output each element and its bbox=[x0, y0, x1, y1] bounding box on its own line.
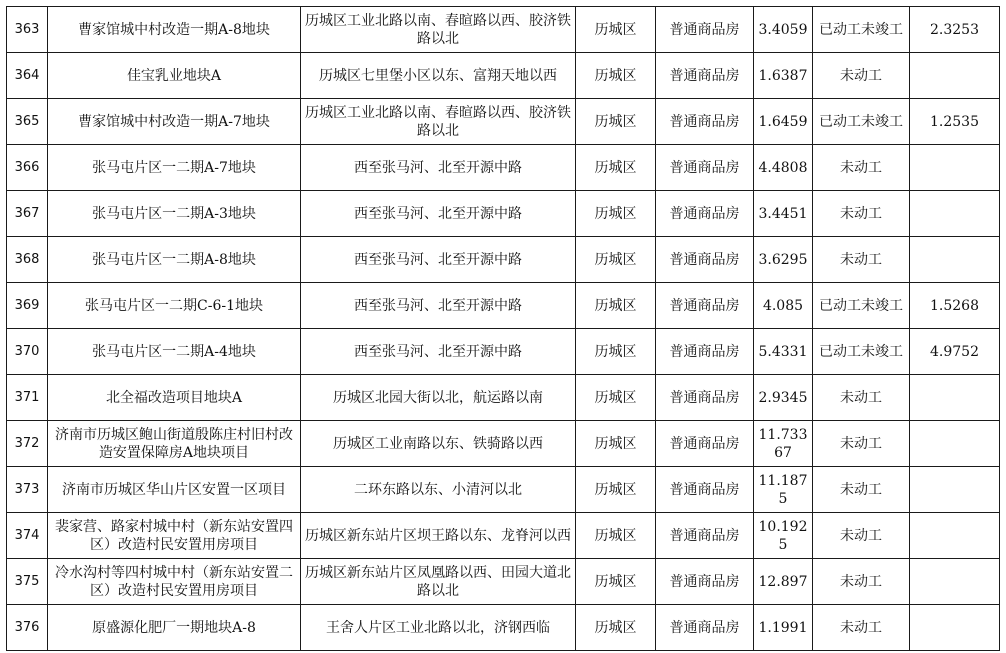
completed-value: 4.9752 bbox=[910, 329, 1000, 375]
construction-status: 未动工 bbox=[813, 237, 910, 283]
table-row bbox=[7, 375, 1000, 421]
table-row bbox=[7, 237, 1000, 283]
construction-status: 未动工 bbox=[813, 421, 910, 467]
table-row bbox=[7, 559, 1000, 605]
parcel-location: 历城区七里堡小区以东、富翔天地以西 bbox=[301, 53, 576, 99]
construction-status: 未动工 bbox=[813, 559, 910, 605]
parcel-name: 张马屯片区一二期C-6-1地块 bbox=[48, 283, 301, 329]
district: 历城区 bbox=[576, 329, 656, 375]
area-value: 1.6387 bbox=[754, 53, 813, 99]
parcel-location: 西至张马河、北至开源中路 bbox=[301, 283, 576, 329]
completed-value bbox=[910, 53, 1000, 99]
parcel-name: 张马屯片区一二期A-8地块 bbox=[48, 237, 301, 283]
land-use: 普通商品房 bbox=[656, 467, 754, 513]
parcel-location: 王舍人片区工业北路以北，济钢西临 bbox=[301, 605, 576, 651]
completed-value bbox=[910, 559, 1000, 605]
completed-value bbox=[910, 237, 1000, 283]
land-use: 普通商品房 bbox=[656, 145, 754, 191]
row-number: 373 bbox=[7, 467, 48, 513]
area-value: 3.4059 bbox=[754, 7, 813, 53]
district: 历城区 bbox=[576, 237, 656, 283]
land-use: 普通商品房 bbox=[656, 237, 754, 283]
land-use: 普通商品房 bbox=[656, 421, 754, 467]
parcel-name: 佳宝乳业地块A bbox=[48, 53, 301, 99]
parcel-name: 原盛源化肥厂一期地块A-8 bbox=[48, 605, 301, 651]
completed-value bbox=[910, 145, 1000, 191]
parcel-location: 历城区新东站片区坝王路以东、龙脊河以西 bbox=[301, 513, 576, 559]
parcel-location: 西至张马河、北至开源中路 bbox=[301, 191, 576, 237]
table-row bbox=[7, 605, 1000, 651]
district: 历城区 bbox=[576, 7, 656, 53]
area-value: 5.4331 bbox=[754, 329, 813, 375]
row-number: 367 bbox=[7, 191, 48, 237]
completed-value bbox=[910, 421, 1000, 467]
district: 历城区 bbox=[576, 513, 656, 559]
table-row bbox=[7, 191, 1000, 237]
row-number: 364 bbox=[7, 53, 48, 99]
parcel-name: 冷水沟村等四村城中村（新东站安置二区）改造村民安置用房项目 bbox=[48, 559, 301, 605]
parcel-location: 西至张马河、北至开源中路 bbox=[301, 237, 576, 283]
construction-status: 已动工未竣工 bbox=[813, 329, 910, 375]
completed-value bbox=[910, 375, 1000, 421]
table-row bbox=[7, 329, 1000, 375]
completed-value bbox=[910, 467, 1000, 513]
parcel-name: 裴家营、路家村城中村（新东站安置四区）改造村民安置用房项目 bbox=[48, 513, 301, 559]
land-use: 普通商品房 bbox=[656, 53, 754, 99]
row-number: 374 bbox=[7, 513, 48, 559]
row-number: 363 bbox=[7, 7, 48, 53]
land-use: 普通商品房 bbox=[656, 283, 754, 329]
land-use: 普通商品房 bbox=[656, 605, 754, 651]
area-value: 2.9345 bbox=[754, 375, 813, 421]
construction-status: 未动工 bbox=[813, 513, 910, 559]
table-row bbox=[7, 283, 1000, 329]
table-row bbox=[7, 7, 1000, 53]
parcel-name: 济南市历城区鲍山街道殷陈庄村旧村改造安置保障房A地块项目 bbox=[48, 421, 301, 467]
parcel-location: 西至张马河、北至开源中路 bbox=[301, 145, 576, 191]
district: 历城区 bbox=[576, 605, 656, 651]
area-value: 11.1875 bbox=[754, 467, 813, 513]
land-use: 普通商品房 bbox=[656, 375, 754, 421]
parcel-name: 北全福改造项目地块A bbox=[48, 375, 301, 421]
area-value: 3.6295 bbox=[754, 237, 813, 283]
parcel-location: 历城区工业北路以南、春暄路以西、胶济铁路以北 bbox=[301, 7, 576, 53]
parcel-location: 二环东路以东、小清河以北 bbox=[301, 467, 576, 513]
district: 历城区 bbox=[576, 421, 656, 467]
parcel-name: 曹家馆城中村改造一期A-8地块 bbox=[48, 7, 301, 53]
land-use: 普通商品房 bbox=[656, 191, 754, 237]
district: 历城区 bbox=[576, 99, 656, 145]
construction-status: 未动工 bbox=[813, 467, 910, 513]
completed-value: 1.5268 bbox=[910, 283, 1000, 329]
area-value: 1.6459 bbox=[754, 99, 813, 145]
row-number: 370 bbox=[7, 329, 48, 375]
land-use: 普通商品房 bbox=[656, 99, 754, 145]
land-use: 普通商品房 bbox=[656, 513, 754, 559]
table-row bbox=[7, 421, 1000, 467]
parcel-location: 历城区工业北路以南、春暄路以西、胶济铁路以北 bbox=[301, 99, 576, 145]
construction-status: 已动工未竣工 bbox=[813, 283, 910, 329]
parcel-name: 济南市历城区华山片区安置一区项目 bbox=[48, 467, 301, 513]
completed-value bbox=[910, 513, 1000, 559]
row-number: 365 bbox=[7, 99, 48, 145]
area-value: 4.4808 bbox=[754, 145, 813, 191]
parcel-name: 张马屯片区一二期A-4地块 bbox=[48, 329, 301, 375]
land-use: 普通商品房 bbox=[656, 559, 754, 605]
land-use: 普通商品房 bbox=[656, 329, 754, 375]
row-number: 366 bbox=[7, 145, 48, 191]
district: 历城区 bbox=[576, 145, 656, 191]
completed-value: 2.3253 bbox=[910, 7, 1000, 53]
district: 历城区 bbox=[576, 559, 656, 605]
parcel-name: 曹家馆城中村改造一期A-7地块 bbox=[48, 99, 301, 145]
area-value: 12.897 bbox=[754, 559, 813, 605]
construction-status: 未动工 bbox=[813, 605, 910, 651]
parcel-location: 西至张马河、北至开源中路 bbox=[301, 329, 576, 375]
row-number: 369 bbox=[7, 283, 48, 329]
construction-status: 已动工未竣工 bbox=[813, 7, 910, 53]
construction-status: 已动工未竣工 bbox=[813, 99, 910, 145]
row-number: 376 bbox=[7, 605, 48, 651]
construction-status: 未动工 bbox=[813, 53, 910, 99]
district: 历城区 bbox=[576, 191, 656, 237]
completed-value bbox=[910, 605, 1000, 651]
construction-status: 未动工 bbox=[813, 191, 910, 237]
parcel-location: 历城区新东站片区凤凰路以西、田园大道北路以北 bbox=[301, 559, 576, 605]
construction-status: 未动工 bbox=[813, 375, 910, 421]
completed-value bbox=[910, 191, 1000, 237]
parcel-location: 历城区北园大街以北，航运路以南 bbox=[301, 375, 576, 421]
area-value: 1.1991 bbox=[754, 605, 813, 651]
parcel-name: 张马屯片区一二期A-3地块 bbox=[48, 191, 301, 237]
district: 历城区 bbox=[576, 283, 656, 329]
row-number: 371 bbox=[7, 375, 48, 421]
parcel-name: 张马屯片区一二期A-7地块 bbox=[48, 145, 301, 191]
table-row bbox=[7, 145, 1000, 191]
table-row bbox=[7, 99, 1000, 145]
district: 历城区 bbox=[576, 375, 656, 421]
land-use: 普通商品房 bbox=[656, 7, 754, 53]
area-value: 4.085 bbox=[754, 283, 813, 329]
district: 历城区 bbox=[576, 53, 656, 99]
row-number: 375 bbox=[7, 559, 48, 605]
district: 历城区 bbox=[576, 467, 656, 513]
land-supply-table bbox=[6, 6, 1000, 651]
construction-status: 未动工 bbox=[813, 145, 910, 191]
table-row bbox=[7, 467, 1000, 513]
area-value: 10.1925 bbox=[754, 513, 813, 559]
row-number: 372 bbox=[7, 421, 48, 467]
completed-value: 1.2535 bbox=[910, 99, 1000, 145]
area-value: 11.73367 bbox=[754, 421, 813, 467]
table-row bbox=[7, 53, 1000, 99]
table-row bbox=[7, 513, 1000, 559]
row-number: 368 bbox=[7, 237, 48, 283]
parcel-location: 历城区工业南路以东、铁骑路以西 bbox=[301, 421, 576, 467]
area-value: 3.4451 bbox=[754, 191, 813, 237]
